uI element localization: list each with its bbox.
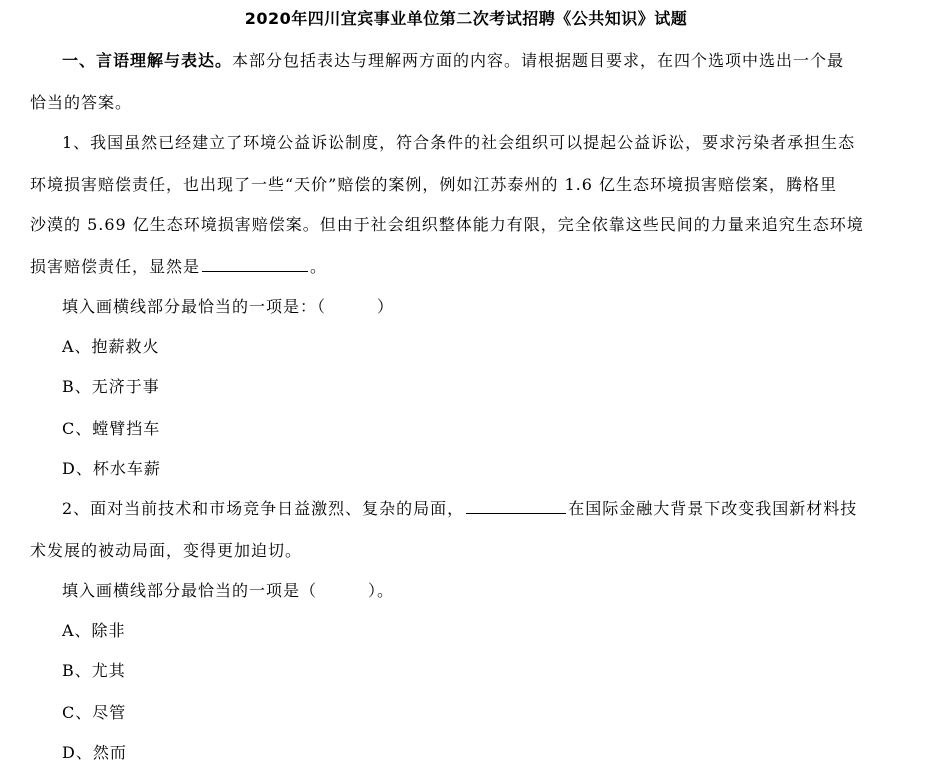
q1-line4 — [30, 254, 327, 277]
q2-answer-blank — [466, 512, 566, 514]
q1-option-a: A、抱薪救火 — [62, 337, 160, 356]
q2-line2: 术发展的被动局面，变得更加迫切。 — [30, 541, 303, 560]
section-intro-line2: 恰当的答案。 — [30, 93, 133, 112]
q1-line3: 沙漠的 5.69 亿生态环境损害赔偿案。但由于社会组织整体能力有限，完全依靠这些民间的力量来追究生态环境 — [30, 215, 864, 234]
q1-line1: 1、我国虽然已经建立了环境公益诉讼制度，符合条件的社会组织可以提起公益诉讼，要求污染者承担生态 — [62, 133, 856, 152]
section-intro-line1: 本部分包括表达与理解两方面的内容。请根据题目要求，在四个选项中选出一个最 — [232, 51, 845, 70]
q1-line4-end: 。 — [310, 257, 328, 276]
q2-prompt: 填入画横线部分最恰当的一项是（ ）。 — [62, 581, 395, 600]
q1-option-b: B、无济于事 — [62, 377, 160, 396]
q1-answer-blank — [202, 270, 308, 272]
section-intro — [62, 48, 844, 71]
page-title: 2020年四川宜宾事业单位第二次考试招聘《公共知识》试题 — [244, 9, 688, 28]
q2-option-a: A、除非 — [62, 621, 126, 640]
q2-line1-tail: 在国际金融大背景下改变我国新材料技 — [568, 499, 858, 518]
q1-line4-text: 损害赔偿责任，显然是 — [30, 257, 201, 276]
q2-option-b: B、尤其 — [62, 661, 126, 680]
q1-line2: 环境损害赔偿责任，也出现了一些“天价”赔偿的案例，例如江苏泰州的 1.6 亿生态环境损害赔偿案，腾格里 — [30, 175, 837, 194]
q2-line1-text: 2、面对当前技术和市场竞争日益激烈、复杂的局面， — [62, 499, 465, 518]
q1-option-d: D、杯水车薪 — [62, 459, 161, 478]
q2-option-d: D、然而 — [62, 743, 127, 762]
q2-line1 — [62, 496, 857, 519]
q2-option-c: C、尽管 — [62, 703, 127, 722]
q1-prompt: 填入画横线部分最恰当的一项是：（ ） — [62, 297, 395, 316]
q1-option-c: C、螳臂挡车 — [62, 419, 161, 438]
section-heading: 一、言语理解与表达。 — [62, 51, 233, 70]
